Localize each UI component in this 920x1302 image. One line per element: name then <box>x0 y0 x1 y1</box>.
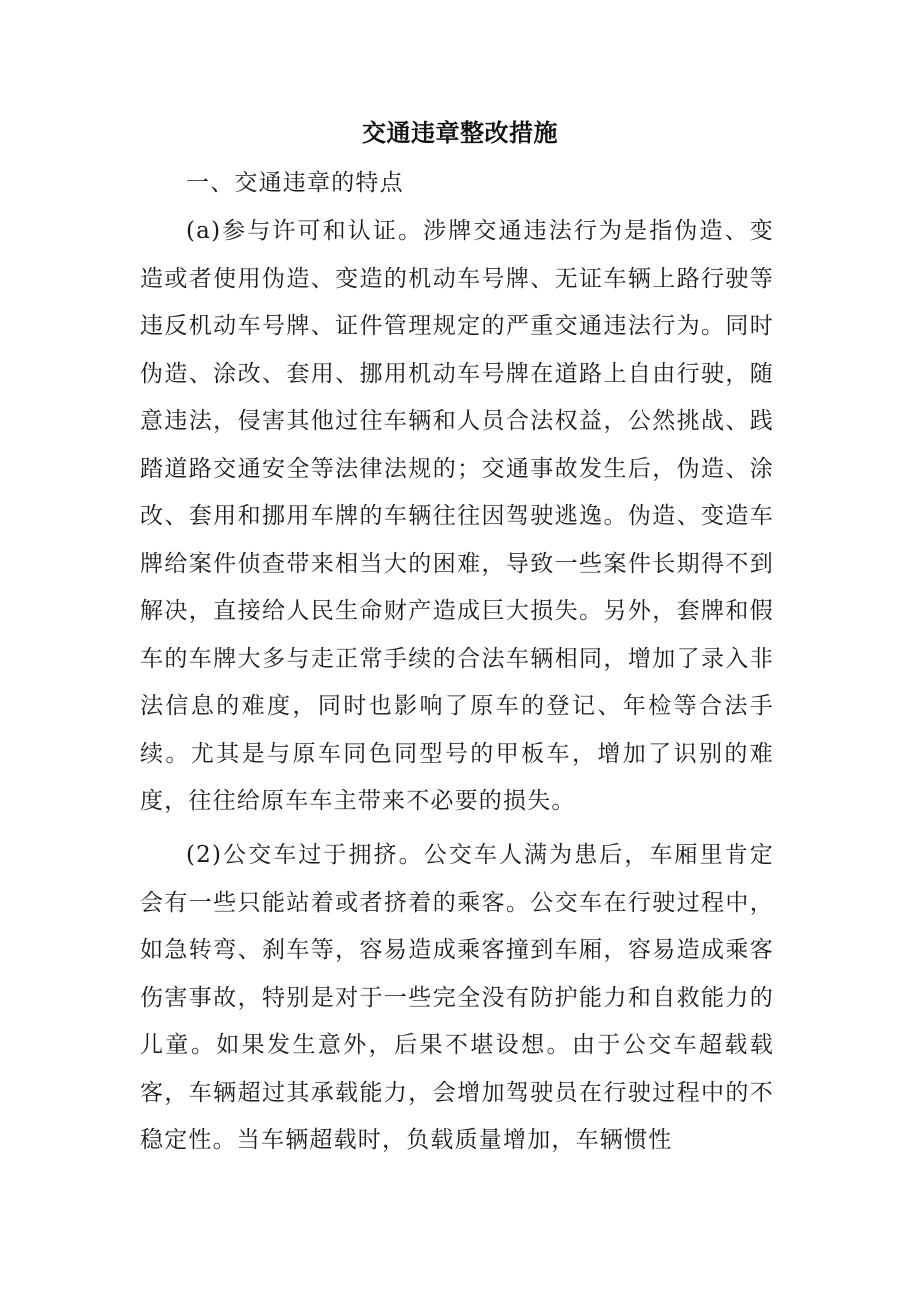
document-title: 交通违章整改措施 <box>362 119 558 147</box>
section-heading: 一、交通违章的特点 <box>186 170 404 196</box>
paragraph-bus-overcrowding: (2)公交车过于拥挤。公交车人满为患后，车厢里肯定会有一些只能站着或者挤着的乘客。公交车在行驶过程中，如急转弯、刹车等，容易造成乘客撞到车厢，容易造成乘客伤害事故，特别是对于一些完全没有防护能力和自救能力的儿童。如果发生意外，后果不堪设想。由于公交车超载载客，车辆超过其承载能力，会增加驾驶员在行驶过程中的不稳定性。当车辆超载时，负载质量增加，车辆惯性 <box>140 842 774 1153</box>
paragraph-license-plate-violations: (a)参与许可和认证。涉牌交通违法行为是指伪造、变造或者使用伪造、变造的机动车号牌、无证车辆上路行驶等违反机动车号牌、证件管理规定的严重交通违法行为。同时伪造、涂改、套用、挪用机动车号牌在道路上自由行驶，随意违法，侵害其他过往车辆和人员合法权益，公然挑战、践踏道路交通安全等法律法规的；交通事故发生后，伪造、涂改、套用和挪用车牌的车辆往往因驾驶逃逸。伪造、变造车牌给案件侦查带来相当大的困难，导致一些案件长期得不到解决，直接给人民生命财产造成巨大损失。另外，套牌和假车的车牌大多与走正常手续的合法车辆相同，增加了录入非法信息的难度，同时也影响了原车的登记、年检等合法手续。尤其是与原车同色同型号的甲板车，增加了识别的难度，往往给原车车主带来不必要的损失。 <box>140 218 774 814</box>
